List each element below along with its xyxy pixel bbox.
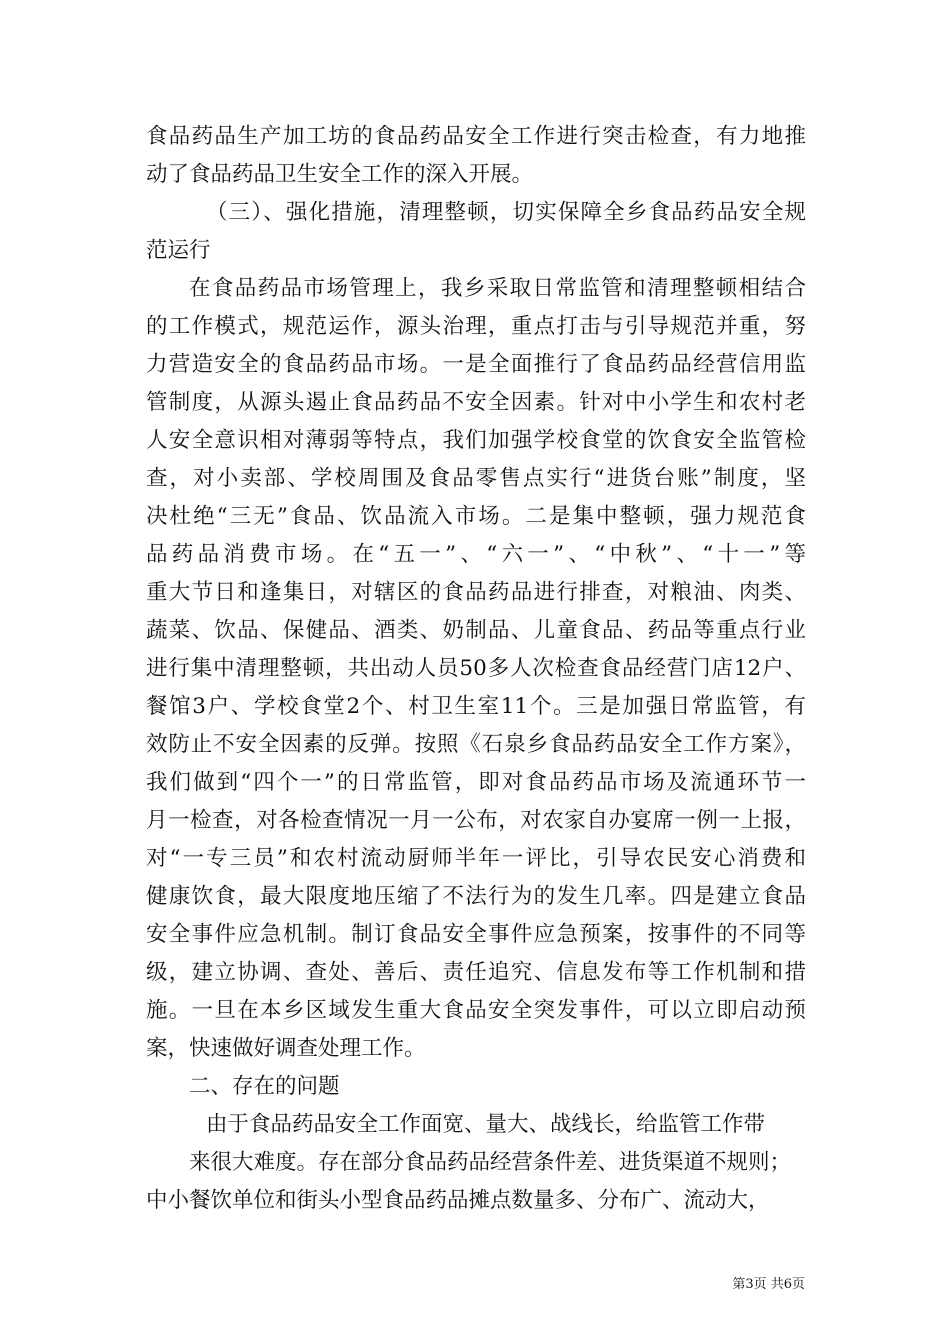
text-line: 动了食品药品卫生安全工作的深入开展。	[146, 162, 534, 187]
text-line: 食品药品生产加工坊的食品药品安全工作进行突击检查，有力地推	[146, 124, 806, 149]
text-line: 施。一旦在本乡区域发生重大食品安全突发事件，可以立即启动预	[146, 998, 806, 1023]
text-line: 我们做到“四个一”的日常监管，即对食品药品市场及流通环节一	[146, 770, 806, 795]
text-line: 由于食品药品安全工作面宽、量大、战线长，给监管工作带	[206, 1112, 766, 1137]
text-line: 重大节日和逢集日，对辖区的食品药品进行排查，对粮油、肉类、	[146, 580, 806, 605]
text-line: 级，建立协调、查处、善后、责任追究、信息发布等工作机制和措	[146, 960, 806, 985]
text-line: 决杜绝“三无”食品、饮品流入市场。二是集中整顿，强力规范食	[146, 504, 806, 529]
text-line: 人安全意识相对薄弱等特点，我们加强学校食堂的饮食安全监管检	[146, 428, 806, 453]
text-line: 力营造安全的食品药品市场。一是全面推行了食品药品经营信用监	[146, 352, 806, 377]
text-line: 安全事件应急机制。制订食品安全事件应急预案，按事件的不同等	[146, 922, 806, 947]
text-line: 蔬菜、饮品、保健品、酒类、奶制品、儿童食品、药品等重点行业	[146, 618, 806, 643]
text-line: 中小餐饮单位和街头小型食品药品摊点数量多、分布广、流动大，	[146, 1188, 770, 1213]
section-heading: （三）、强化措施，清理整顿，切实保障全乡食品药品安全规	[206, 200, 806, 225]
page-number: 第3页 共6页	[732, 1277, 805, 1292]
text-line: 进行集中清理整顿，共出动人员50多人次检查食品经营门店12户、	[146, 656, 806, 681]
text-line: 餐馆3户、学校食堂2个、村卫生室11个。三是加强日常监管，有	[146, 694, 806, 719]
text-line: 管制度，从源头遏止食品药品不安全因素。针对中小学生和农村老	[146, 390, 806, 415]
text-line: 月一检查，对各检查情况一月一公布，对农家自办宴席一例一上报，	[146, 808, 806, 833]
text-line: 对“一专三员”和农村流动厨师半年一评比，引导农民安心消费和	[146, 846, 806, 871]
text-line: 来很大难度。存在部分食品药品经营条件差、进货渠道不规则；	[189, 1150, 792, 1175]
text-line: 品药品消费市场。在“五一”、“六一”、“中秋”、“十一”等	[146, 542, 806, 567]
text-line: 案，快速做好调查处理工作。	[146, 1036, 426, 1061]
text-line: 在食品药品市场管理上，我乡采取日常监管和清理整顿相结合	[189, 276, 806, 301]
text-line: 健康饮食，最大限度地压缩了不法行为的发生几率。四是建立食品	[146, 884, 806, 909]
section-heading: 二、存在的问题	[189, 1074, 340, 1099]
text-line: 效防止不安全因素的反弹。按照《石泉乡食品药品安全工作方案》，	[146, 732, 806, 757]
text-line: 的工作模式，规范运作，源头治理，重点打击与引导规范并重，努	[146, 314, 806, 339]
section-heading-continued: 范运行	[146, 238, 211, 263]
text-line: 查，对小卖部、学校周围及食品零售点实行“进货台账”制度，坚	[146, 466, 806, 491]
body-text	[146, 118, 806, 1220]
